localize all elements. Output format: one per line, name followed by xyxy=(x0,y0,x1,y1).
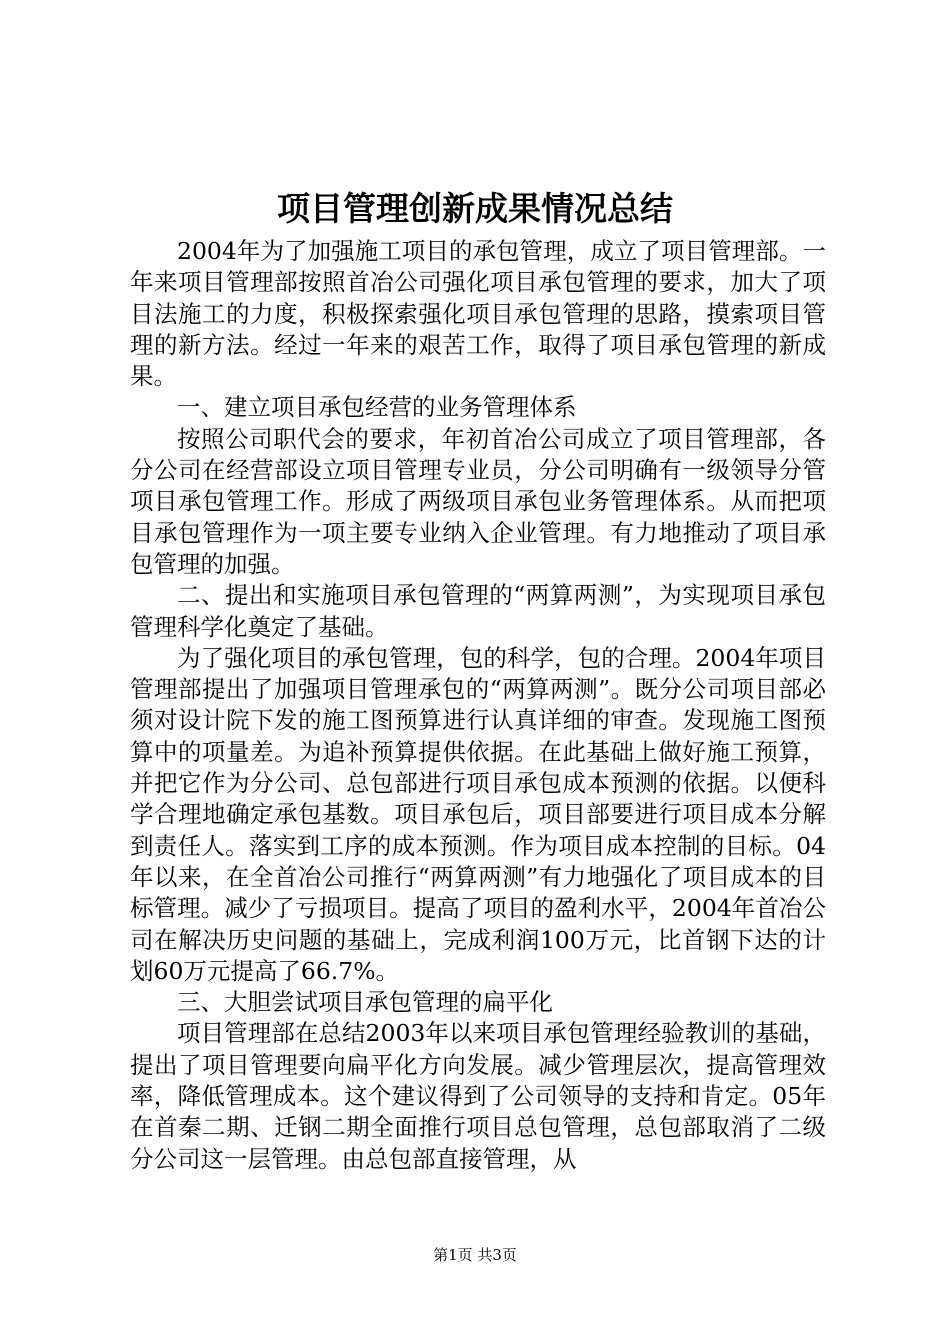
page-footer: 第1页 共3页 xyxy=(433,1246,517,1264)
document-title: 项目管理创新成果情况总结 xyxy=(277,189,673,228)
paragraph-section-1: 按照公司职代会的要求，年初首冶公司成立了项目管理部，各分公司在经营部设立项目管理专业员，分公司明确有一级领导分管项目承包管理工作。形成了两级项目承包业务管理体系。从而把项目承包管理作为一项主要专业纳入企业管理。有力地推动了项目承包管理的加强。 xyxy=(130,424,826,578)
paragraph-intro: 2004年为了加强施工项目的承包管理，成立了项目管理部。一年来项目管理部按照首冶公司强化项目承包管理的要求，加大了项目法施工的力度，积极探索强化项目承包管理的思路，摸索项目管理的新方法。经过一年来的艰苦工作，取得了项目承包管理的新成果。 xyxy=(130,237,826,391)
section-heading-1: 一、建立项目承包经营的业务管理体系 xyxy=(177,393,577,422)
section-heading-3: 三、大胆尝试项目承包管理的扁平化 xyxy=(177,988,553,1017)
section-heading-2: 二、提出和实施项目承包管理的“两算两测”，为实现项目承包管理科学化奠定了基础。 xyxy=(130,581,826,641)
paragraph-section-3: 项目管理部在总结2003年以来项目承包管理经验教训的基础，提出了项目管理要向扁平化方向发展。减少管理层次，提高管理效率，降低管理成本。这个建议得到了公司领导的支持和肯定。05年在首秦二期、迁钢二期全面推行项目总包管理，总包部取消了二级分公司这一层管理。由总包部直接管理，从 xyxy=(130,1019,826,1173)
paragraph-section-2: 为了强化项目的承包管理，包的科学，包的合理。2004年项目管理部提出了加强项目管理承包的“两算两测”。既分公司项目部必须对设计院下发的施工图预算进行认真详细的审查。发现施工图预算中的项量差。为追补预算提供依据。在此基础上做好施工预算，并把它作为分公司、总包部进行项目承包成本预测的依据。以便科学合理地确定承包基数。项目承包后，项目部要进行项目成本分解到责任人。落实到工序的成本预测。作为项目成本控制的目标。04年以来，在全首冶公司推行“两算两测”有力地强化了项目成本的目标管理。减少了亏损项目。提高了项目的盈利水平，2004年首冶公司在解决历史问题的基础上，完成利润100万元，比首钢下达的计划60万元提高了66.7%。 xyxy=(130,643,826,985)
document-body xyxy=(130,236,826,1175)
